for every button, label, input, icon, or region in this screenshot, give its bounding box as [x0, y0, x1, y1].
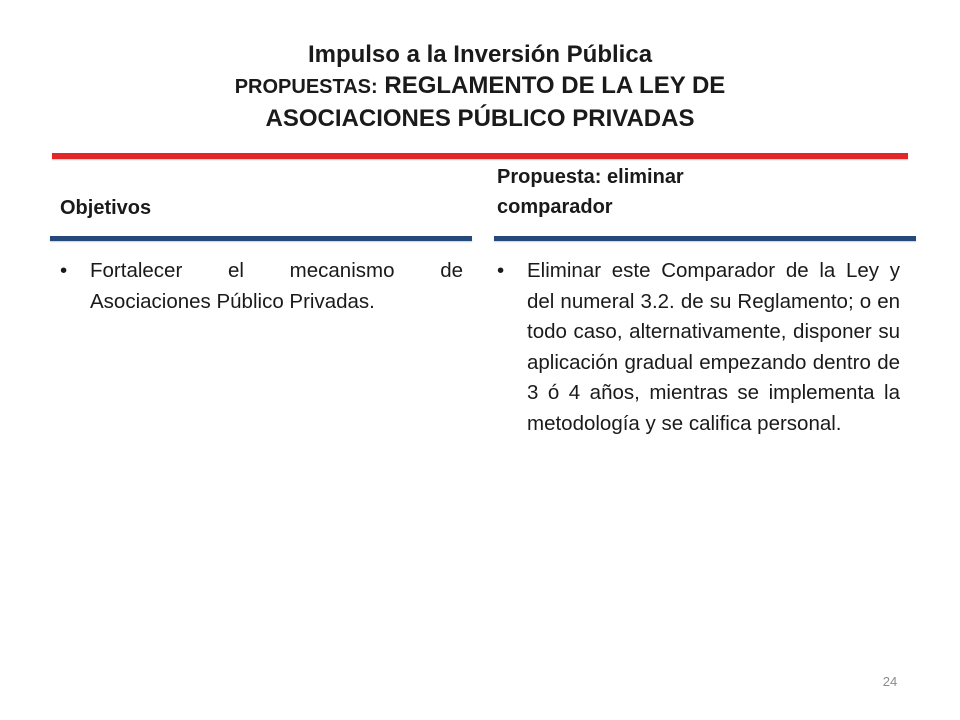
right-bullet-list: [497, 256, 900, 439]
title-prefix: PROPUESTAS:: [234, 76, 378, 98]
left-column-heading: Objetivos: [60, 197, 152, 219]
left-bullet-list: [60, 256, 463, 317]
bullet-text: Eliminar este Comparador de la Ley y del numeral 3.2. de su Reglamento; o en todo caso, alternativamente, disponer su aplicación gradual empezando dentro de 3 ó 4 años, mientras se implementa la metodología y se califica personal.: [527, 259, 900, 435]
bullet-text: Fortalecer el mecanismo de Asociaciones Público Privadas.: [90, 259, 463, 313]
right-column-heading: [497, 162, 684, 222]
title-line-3: ASOCIACIONES PÚBLICO PRIVADAS: [265, 105, 695, 132]
title-line-1: Impulso a la Inversión Pública: [307, 41, 653, 68]
slide-title: [0, 40, 960, 135]
title-line-2-rest: REGLAMENTO DE LA LEY DE: [377, 72, 726, 99]
left-column-divider: [50, 236, 472, 241]
bullet-icon: •: [497, 259, 505, 282]
right-column-divider: [494, 236, 916, 241]
list-item: [60, 256, 463, 317]
page-number: 24: [882, 674, 898, 689]
right-heading-line-1: Propuesta: eliminar: [497, 166, 684, 188]
title-divider: [52, 153, 908, 159]
list-item: [497, 256, 900, 439]
title-line-2: [0, 70, 960, 103]
bullet-icon: •: [60, 259, 68, 282]
right-heading-line-2: comparador: [497, 196, 613, 218]
